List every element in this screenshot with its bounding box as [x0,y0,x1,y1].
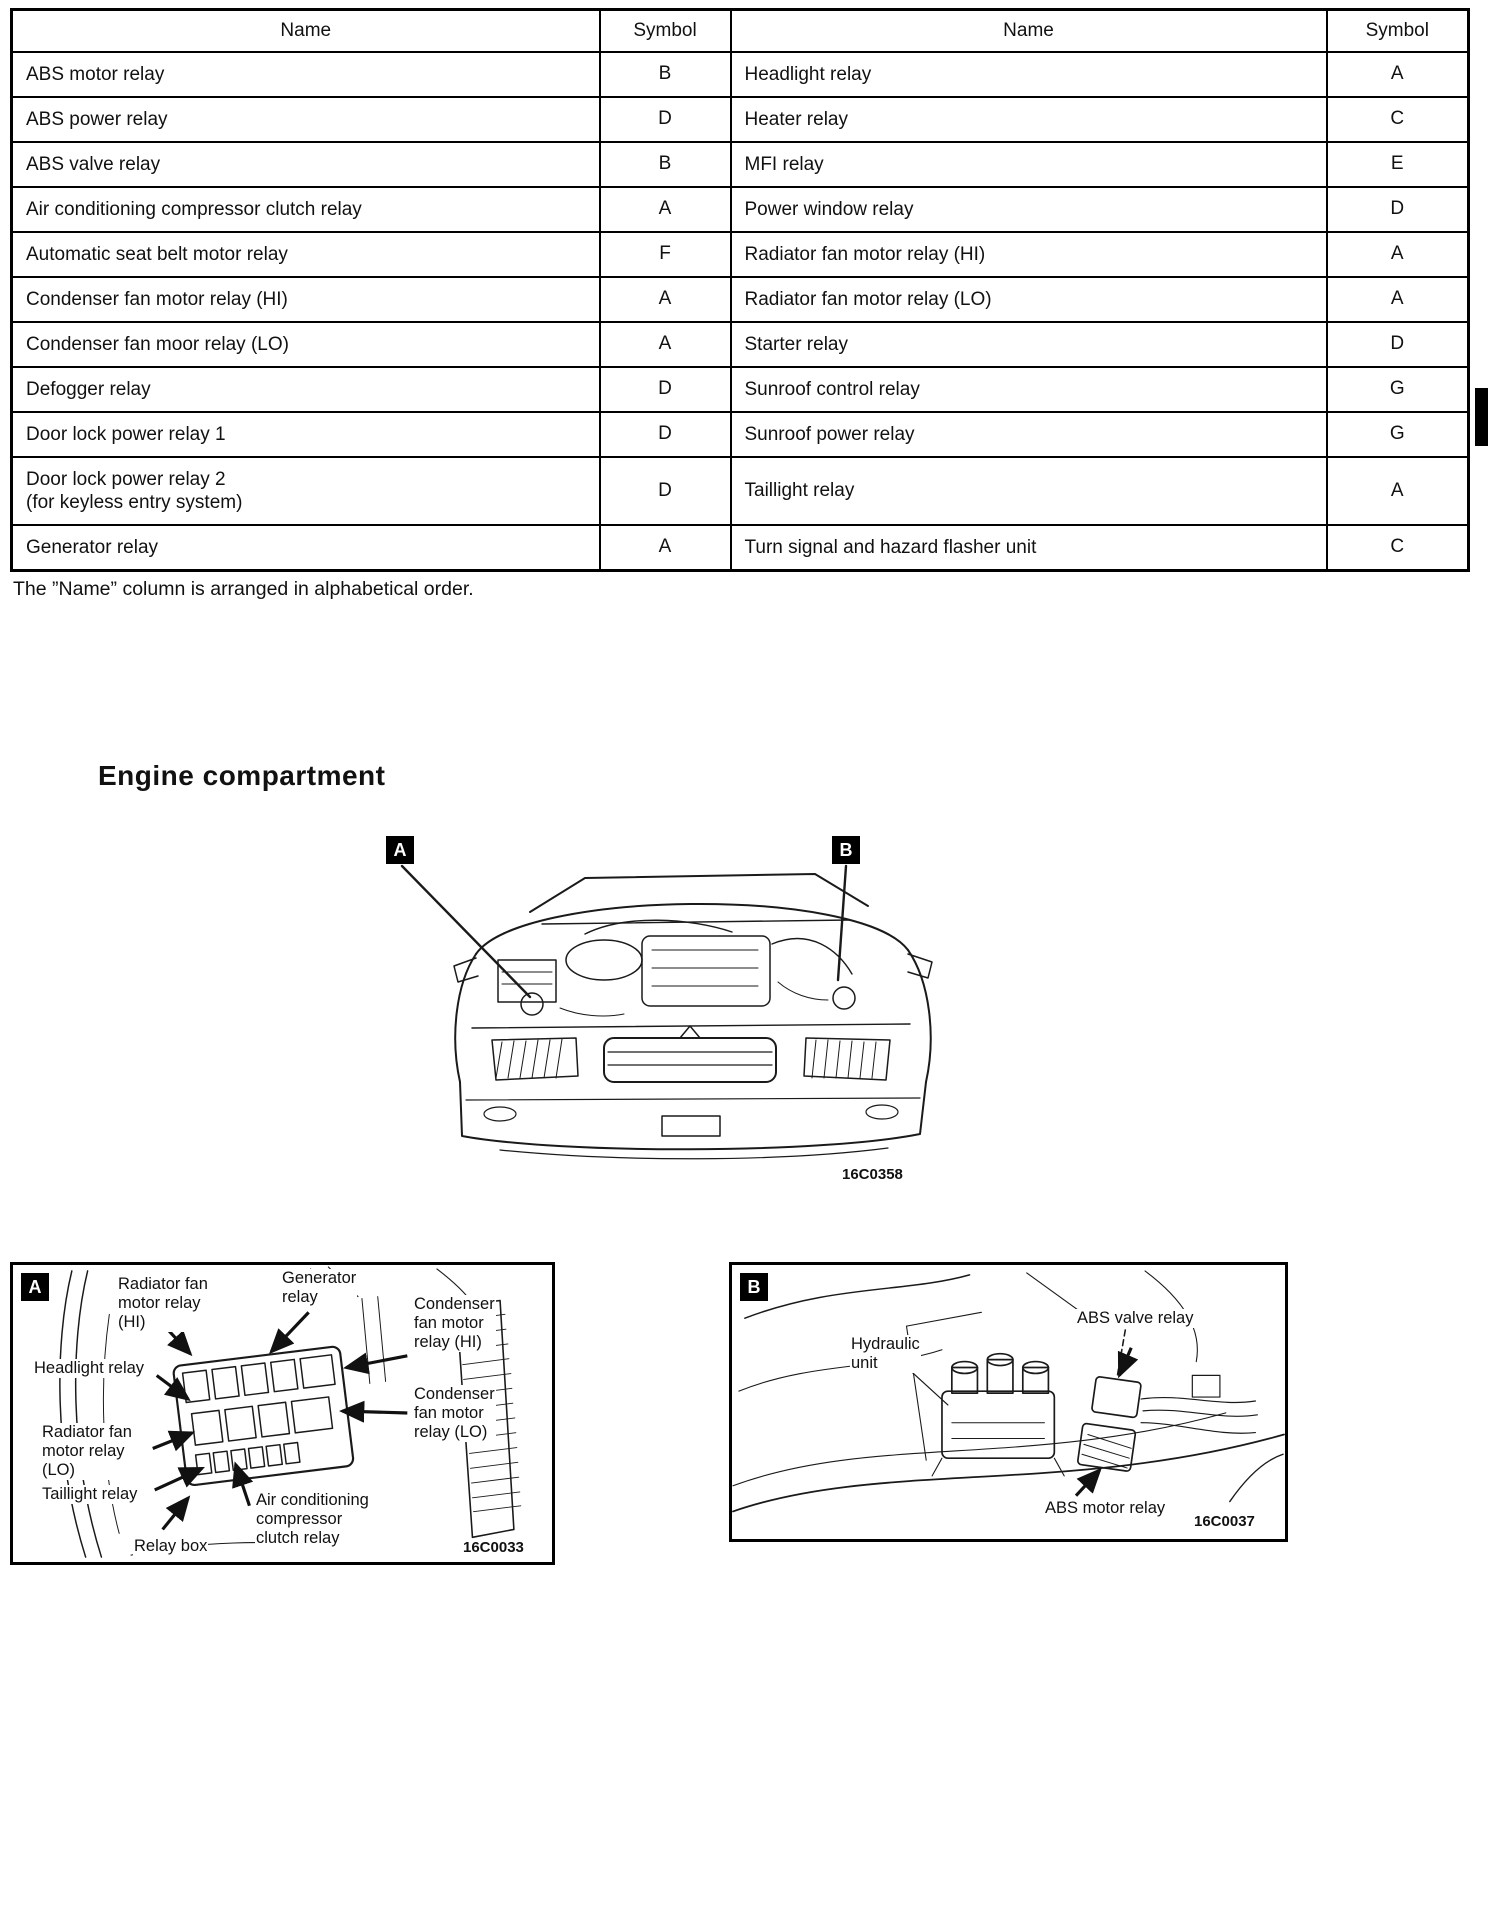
callout-hydraulic-unit: Hydraulic unit [851,1335,920,1372]
relay-name-cell: Defogger relay [12,367,600,412]
relay-name-cell: Radiator fan motor relay (LO) [731,277,1327,322]
section-heading: Engine compartment [98,760,386,791]
callout-radiator-fan-relay-lo: Radiator fan motor relay (LO) [42,1423,132,1479]
relay-symbol-cell: D [600,97,731,142]
figure-code: 16C0033 [463,1539,524,1556]
relay-symbol-cell: C [1327,525,1469,571]
column-header-name-right: Name [731,10,1327,52]
relay-name-cell: Condenser fan motor relay (HI) [12,277,600,322]
figure-label-b: B [832,836,860,864]
car-front-diagram [380,832,1000,1202]
table-header-row [12,10,1469,52]
relay-name-cell: Door lock power relay 1 [12,412,600,457]
table-row [12,367,1469,412]
relay-symbol-cell: F [600,232,731,277]
detail-figure-a [10,1262,555,1565]
table-row [12,187,1469,232]
relay-assignment-table [10,8,1470,572]
relay-symbol-cell: A [600,322,731,367]
column-header-symbol-left: Symbol [600,10,731,52]
relay-name-cell: Condenser fan moor relay (LO) [12,322,600,367]
table-row [12,457,1469,525]
callout-taillight-relay: Taillight relay [42,1485,138,1503]
relay-symbol-cell: A [600,277,731,322]
relay-symbol-cell: A [600,187,731,232]
callout-generator-relay: Generator relay [282,1269,357,1306]
relay-name-cell: Starter relay [731,322,1327,367]
callout-headlight-relay: Headlight relay [34,1359,145,1377]
table-row [12,277,1469,322]
relay-name-cell: Generator relay [12,525,600,571]
column-header-symbol-right: Symbol [1327,10,1469,52]
table-note: The ”Name” column is arranged in alphabetical order. [13,578,474,600]
relay-name-cell: Automatic seat belt motor relay [12,232,600,277]
relay-name-cell: Sunroof control relay [731,367,1327,412]
figure-label-b-detail: B [740,1273,768,1301]
relay-symbol-cell: A [1327,232,1469,277]
relay-symbol-cell: A [1327,277,1469,322]
relay-name-cell: MFI relay [731,142,1327,187]
relay-name-cell: Door lock power relay 2 (for keyless entry system) [12,457,600,525]
callout-condenser-fan-relay-hi: Condenser fan motor relay (HI) [414,1295,495,1351]
relay-name-cell: Air conditioning compressor clutch relay [12,187,600,232]
table-row [12,52,1469,97]
relay-name-cell: ABS motor relay [12,52,600,97]
relay-symbol-cell: G [1327,367,1469,412]
engine-compartment-figure [380,832,1000,1202]
callout-relay-box: Relay box [134,1537,208,1555]
table-row [12,232,1469,277]
detail-figure-b [729,1262,1288,1542]
figure-code: 16C0358 [842,1166,903,1183]
callout-abs-valve-relay: ABS valve relay [1077,1309,1194,1327]
relay-symbol-cell: D [600,412,731,457]
callout-ac-compressor-clutch-relay: Air conditioning compressor clutch relay [256,1491,369,1547]
figure-label-a: A [386,836,414,864]
relay-name-cell: Radiator fan motor relay (HI) [731,232,1327,277]
table-row [12,97,1469,142]
table-row [12,412,1469,457]
relay-symbol-cell: G [1327,412,1469,457]
relay-symbol-cell: B [600,142,731,187]
relay-name-cell: Heater relay [731,97,1327,142]
relay-name-cell: Turn signal and hazard flasher unit [731,525,1327,571]
relay-symbol-cell: D [600,457,731,525]
figure-code: 16C0037 [1194,1513,1255,1530]
hydraulic-unit-diagram [732,1265,1285,1539]
relay-symbol-cell: A [1327,52,1469,97]
table-row [12,525,1469,571]
relay-name-cell: ABS power relay [12,97,600,142]
callout-condenser-fan-relay-lo: Condenser fan motor relay (LO) [414,1385,495,1441]
page-edge-tab [1475,388,1488,446]
relay-symbol-cell: E [1327,142,1469,187]
relay-symbol-cell: A [600,525,731,571]
figure-label-a-detail: A [21,1273,49,1301]
relay-symbol-cell: D [600,367,731,412]
table-row [12,322,1469,367]
relay-name-cell: Sunroof power relay [731,412,1327,457]
callout-radiator-fan-relay-hi: Radiator fan motor relay (HI) [118,1275,208,1331]
relay-name-cell: Headlight relay [731,52,1327,97]
relay-name-cell: Power window relay [731,187,1327,232]
relay-name-cell: ABS valve relay [12,142,600,187]
callout-abs-motor-relay: ABS motor relay [1045,1499,1166,1517]
column-header-name-left: Name [12,10,600,52]
relay-symbol-cell: B [600,52,731,97]
relay-symbol-cell: D [1327,187,1469,232]
relay-symbol-cell: C [1327,97,1469,142]
relay-name-cell: Taillight relay [731,457,1327,525]
relay-symbol-cell: A [1327,457,1469,525]
table-row [12,142,1469,187]
relay-symbol-cell: D [1327,322,1469,367]
